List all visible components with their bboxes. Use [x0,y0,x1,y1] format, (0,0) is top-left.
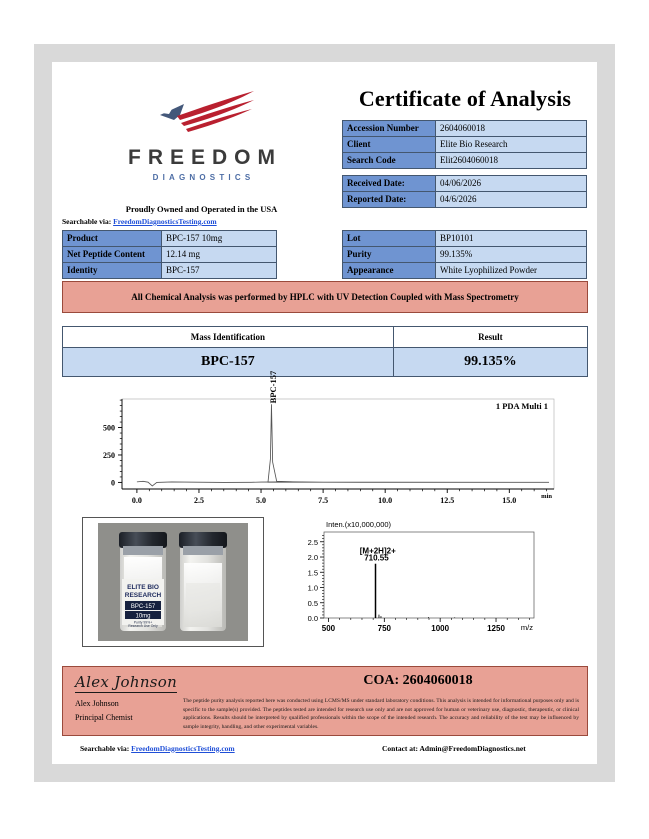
vial-right [179,532,227,631]
row-value: 12.14 mg [162,247,277,263]
svg-text:Purity 99%+: Purity 99%+ [133,620,153,625]
document-footer [62,666,588,736]
svg-text:min: min [541,493,552,500]
vial-photograph [82,517,264,647]
svg-text:1250: 1250 [487,624,505,633]
footer-links [62,740,586,756]
table-row [343,263,587,279]
row-value: Elit2604060018 [436,153,587,169]
row-key: Search Code [343,153,436,169]
svg-text:500: 500 [321,624,336,633]
table-row [343,121,587,137]
row-value: 2604060018 [436,121,587,137]
searchable-label: Searchable via: [62,217,112,226]
svg-text:5.0: 5.0 [256,496,267,505]
footer-searchable [80,744,235,753]
svg-text:BPC-157: BPC-157 [130,604,156,610]
row-value: Elite Bio Research [436,137,587,153]
lot-table [342,230,587,279]
eagle-flag-icon [122,82,282,144]
logo-subtitle: DIAGNOSTICS [152,173,255,182]
row-value: 99.135% [436,247,587,263]
hplc-chromatogram-chart [76,370,566,514]
footer-searchable-link[interactable]: FreedomDiagnosticsTesting.com [131,743,235,753]
mass-id-value: BPC-157 [63,348,394,377]
mass-id-header: Mass Identification [63,327,394,348]
svg-text:10.0: 10.0 [378,496,393,505]
row-value: 04/06/2026 [436,176,587,192]
table-row [343,153,587,169]
table-row [63,263,277,279]
row-key: Received Date: [343,176,436,192]
table-row [343,231,587,247]
svg-text:7.5: 7.5 [318,496,329,505]
svg-text:2.0: 2.0 [307,553,318,563]
coa-number: COA: 2604060018 [363,673,473,688]
company-logo [94,82,309,214]
certificate-page [52,62,597,764]
document-header [52,62,597,275]
vial-pair-image [98,523,248,641]
signer-role: Principal Chemist [75,713,133,722]
row-value: BP10101 [436,231,587,247]
row-value: White Lyophilized Powder [436,263,587,279]
table-row [343,137,587,153]
svg-text:15.0: 15.0 [502,496,517,505]
row-value: BPC-157 10mg [162,231,277,247]
svg-text:Research Use Only: Research Use Only [128,624,158,628]
row-value: 04/6/2026 [436,192,587,208]
svg-text:Inten.(x10,000,000): Inten.(x10,000,000) [326,520,392,529]
dates-table [342,175,587,208]
svg-text:12.5: 12.5 [440,496,455,505]
signature: Alex Johnson [75,673,178,691]
svg-text:500: 500 [103,423,115,433]
svg-text:1000: 1000 [431,624,450,633]
svg-text:10mg: 10mg [135,613,151,620]
svg-text:0.0: 0.0 [307,614,318,623]
svg-text:750: 750 [377,624,391,633]
svg-text:0.0: 0.0 [131,496,142,505]
row-key: Reported Date: [343,192,436,208]
table-row [63,231,277,247]
footer-contact: Contact at: Admin@FreedomDiagnostics.net [382,743,526,753]
table-row [343,247,587,263]
footer-searchable-label: Searchable via: [80,743,130,753]
searchable-link[interactable]: FreedomDiagnosticsTesting.com [113,217,217,226]
disclaimer-text: The peptide purity analysis reported here was conducted using LCMS/MS under standard laboratory conditions. This analysis is intended for informational purposes only and is specific to the sample(s) provided. The peptides tested are intended for research use only and are not approved for human or veterinary use, diagnostic, therapeutic, or clinical applications. Results should be interpreted by qualified professionals within the scope of the intended research. The accuracy and reliability of the test may be influenced by sample integrity, handling, and other experimental variables. [183,698,579,730]
row-key: Client [343,137,436,153]
analysis-method-banner: All Chemical Analysis was performed by HPLC with UV Detection Coupled with Mass Spectrometry [62,281,588,313]
mass-identification-table [62,326,588,377]
table-row [343,192,587,208]
product-table [62,230,277,279]
accession-table [342,120,587,169]
svg-text:2.5: 2.5 [193,496,204,505]
searchable-via-line [62,217,217,226]
svg-text:2.5: 2.5 [307,537,318,547]
table-row [63,247,277,263]
svg-text:RESEARCH: RESEARCH [124,592,162,599]
svg-text:0.5: 0.5 [307,598,318,608]
result-header: Result [393,327,587,348]
mass-spectrum-chart [284,514,546,646]
svg-text:m/z: m/z [520,623,533,632]
result-value: 99.135% [393,348,587,377]
row-key: Purity [343,247,436,263]
svg-text:1.5: 1.5 [307,568,318,578]
svg-text:ELITE BIO: ELITE BIO [127,584,159,591]
svg-text:1 PDA Multi 1: 1 PDA Multi 1 [495,401,548,411]
usa-tagline: Proudly Owned and Operated in the USA [125,204,278,214]
page-title: Certificate of Analysis [358,86,572,111]
svg-text:BPC-157: BPC-157 [268,370,279,404]
svg-text:0: 0 [111,478,115,488]
row-key: Accession Number [343,121,436,137]
table-header-row [63,327,588,348]
signer-name: Alex Johnson [75,699,119,708]
row-key: Lot [343,231,436,247]
row-key: Appearance [343,263,436,279]
svg-text:[M+2H]2+: [M+2H]2+ [359,546,396,556]
svg-text:710.55: 710.55 [364,553,389,563]
table-row [343,176,587,192]
svg-text:1.0: 1.0 [307,583,318,593]
row-key: Identity [63,263,162,279]
svg-text:250: 250 [103,450,115,460]
row-value: BPC-157 [162,263,277,279]
vial-left [119,532,167,631]
row-key: Product [63,231,162,247]
row-key: Net Peptide Content [63,247,162,263]
logo-wordmark: FREEDOM [128,146,282,169]
table-row [63,348,588,377]
